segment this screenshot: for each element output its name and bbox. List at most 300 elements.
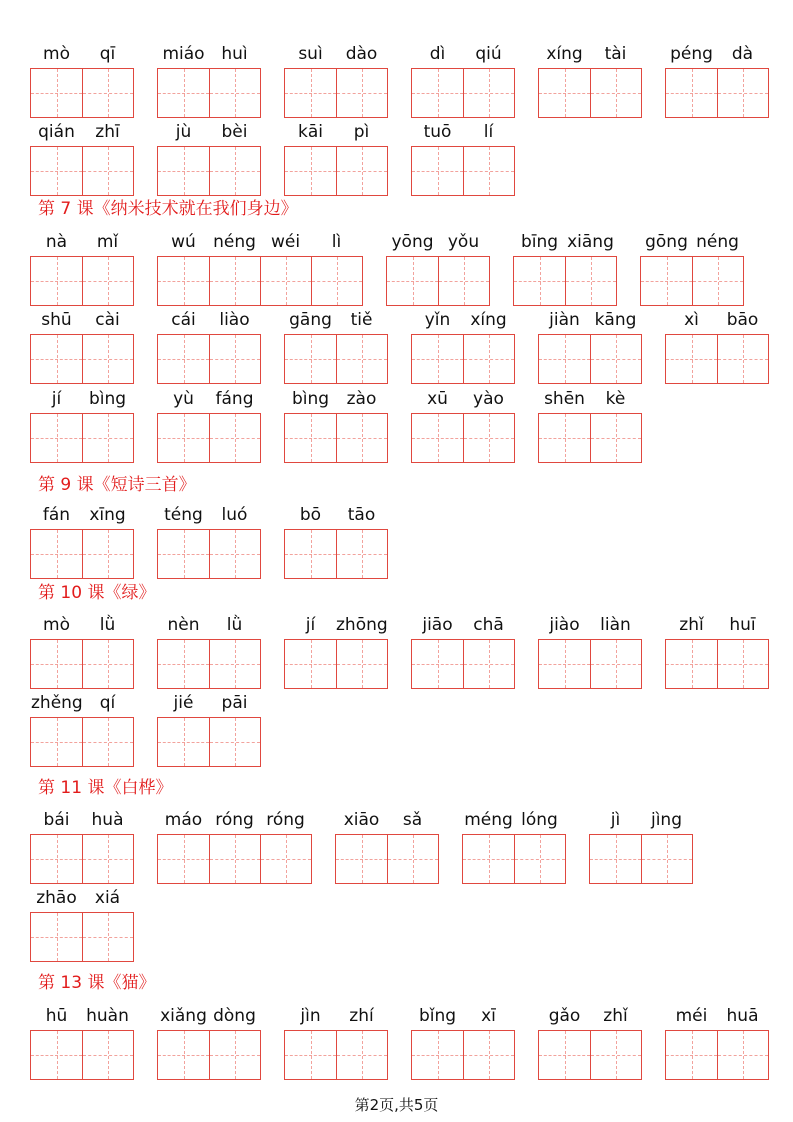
guide-line-vertical <box>108 913 109 961</box>
guide-line-vertical <box>311 1031 312 1079</box>
guide-line-vertical <box>108 414 109 462</box>
tianzige-boxes <box>284 1030 388 1080</box>
writing-cell[interactable] <box>641 257 692 305</box>
writing-cell[interactable] <box>209 1031 260 1079</box>
writing-cell[interactable] <box>158 718 209 766</box>
writing-cell[interactable] <box>209 335 260 383</box>
guide-line-vertical <box>108 718 109 766</box>
writing-cell[interactable] <box>82 414 133 462</box>
pinyin-syllable: jiāo <box>422 615 453 635</box>
pinyin-row <box>30 808 134 832</box>
pinyin-syllable: sǎ <box>402 810 423 830</box>
pinyin-row <box>386 230 490 254</box>
writing-cell[interactable] <box>336 147 387 195</box>
tianzige-boxes <box>30 256 134 306</box>
writing-cell[interactable] <box>82 147 133 195</box>
pinyin-syllable: lí <box>483 122 494 142</box>
writing-cell[interactable] <box>539 1031 590 1079</box>
writing-cell[interactable] <box>31 147 82 195</box>
guide-line-vertical <box>311 530 312 578</box>
pinyin-row <box>538 42 642 66</box>
writing-cell[interactable] <box>31 718 82 766</box>
writing-cell[interactable] <box>539 414 590 462</box>
tianzige-boxes <box>284 146 388 196</box>
pinyin-row <box>284 387 388 411</box>
pinyin-syllable: jiào <box>549 615 580 635</box>
guide-line-vertical <box>235 147 236 195</box>
guide-line-vertical <box>489 414 490 462</box>
pinyin-row <box>462 808 566 832</box>
guide-line-vertical <box>311 414 312 462</box>
writing-cell[interactable] <box>31 335 82 383</box>
writing-cell[interactable] <box>285 335 336 383</box>
guide-line-vertical <box>616 414 617 462</box>
guide-line-vertical <box>286 257 287 305</box>
pinyin-syllable: zhí <box>349 1006 374 1026</box>
writing-cell[interactable] <box>158 69 209 117</box>
word-row <box>0 1004 793 1084</box>
writing-cell[interactable] <box>285 640 336 688</box>
guide-line-vertical <box>108 335 109 383</box>
guide-line-vertical <box>184 147 185 195</box>
writing-cell[interactable] <box>209 69 260 117</box>
guide-line-vertical <box>57 147 58 195</box>
writing-cell[interactable] <box>285 414 336 462</box>
pinyin-row <box>157 42 261 66</box>
tianzige-boxes <box>30 912 134 962</box>
guide-line-vertical <box>108 640 109 688</box>
pinyin-row <box>538 308 642 332</box>
tianzige-boxes <box>157 68 261 118</box>
pinyin-syllable: zhāo <box>36 888 77 908</box>
writing-cell[interactable] <box>666 640 717 688</box>
writing-cell[interactable] <box>285 530 336 578</box>
writing-cell[interactable] <box>209 835 260 883</box>
pinyin-syllable: fán <box>42 505 71 525</box>
writing-cell[interactable] <box>82 835 133 883</box>
pinyin-syllable: zhōng <box>336 615 388 635</box>
writing-cell[interactable] <box>463 640 514 688</box>
pinyin-syllable: máo <box>164 810 203 830</box>
tianzige-boxes <box>640 256 744 306</box>
pinyin-row <box>30 886 134 910</box>
word-row <box>0 230 793 310</box>
writing-cell[interactable] <box>82 718 133 766</box>
pinyin-syllable: tài <box>604 44 627 64</box>
tianzige-boxes <box>513 256 617 306</box>
guide-line-vertical <box>311 640 312 688</box>
guide-line-vertical <box>591 257 592 305</box>
pinyin-syllable: yōng <box>391 232 434 252</box>
pinyin-syllable: xíng <box>546 44 583 64</box>
guide-line-vertical <box>540 257 541 305</box>
writing-cell[interactable] <box>260 257 311 305</box>
tianzige-boxes <box>284 334 388 384</box>
lesson-heading: 第 11 课《白桦》 <box>38 778 173 798</box>
writing-cell[interactable] <box>260 835 311 883</box>
writing-cell[interactable] <box>31 530 82 578</box>
pinyin-row <box>411 1004 515 1028</box>
pinyin-syllable: nà <box>45 232 68 252</box>
guide-line-vertical <box>184 835 185 883</box>
guide-line-vertical <box>438 69 439 117</box>
pinyin-syllable: jí <box>51 389 62 409</box>
writing-cell[interactable] <box>412 147 463 195</box>
guide-line-vertical <box>489 835 490 883</box>
guide-line-vertical <box>235 718 236 766</box>
guide-line-vertical <box>184 718 185 766</box>
writing-cell[interactable] <box>336 69 387 117</box>
writing-cell[interactable] <box>209 414 260 462</box>
writing-cell[interactable] <box>82 913 133 961</box>
guide-line-vertical <box>565 335 566 383</box>
word-row <box>0 808 793 888</box>
pinyin-syllable: róng <box>266 810 305 830</box>
pinyin-syllable: hū <box>45 1006 68 1026</box>
pinyin-row <box>284 613 388 637</box>
tianzige-boxes <box>30 1030 134 1080</box>
writing-cell[interactable] <box>641 835 692 883</box>
writing-cell[interactable] <box>463 414 514 462</box>
writing-cell[interactable] <box>158 530 209 578</box>
writing-cell[interactable] <box>336 835 387 883</box>
guide-line-vertical <box>616 69 617 117</box>
writing-cell[interactable] <box>82 257 133 305</box>
pinyin-syllable: xū <box>427 389 448 409</box>
writing-cell[interactable] <box>463 335 514 383</box>
writing-cell[interactable] <box>590 335 641 383</box>
pinyin-syllable: kè <box>605 389 626 409</box>
writing-cell[interactable] <box>412 335 463 383</box>
writing-cell[interactable] <box>82 1031 133 1079</box>
writing-cell[interactable] <box>590 69 641 117</box>
writing-cell[interactable] <box>158 414 209 462</box>
guide-line-vertical <box>743 335 744 383</box>
tianzige-boxes <box>30 639 134 689</box>
writing-cell[interactable] <box>666 69 717 117</box>
guide-line-vertical <box>565 1031 566 1079</box>
guide-line-vertical <box>362 69 363 117</box>
writing-cell[interactable] <box>463 835 514 883</box>
pinyin-syllable: dào <box>345 44 378 64</box>
guide-line-vertical <box>108 147 109 195</box>
pinyin-row <box>157 613 261 637</box>
word-row <box>0 308 793 388</box>
writing-cell[interactable] <box>387 835 438 883</box>
writing-cell[interactable] <box>158 1031 209 1079</box>
pinyin-syllable: bāo <box>726 310 759 330</box>
writing-cell[interactable] <box>539 69 590 117</box>
pinyin-syllable: jìng <box>650 810 682 830</box>
pinyin-row <box>30 230 134 254</box>
tianzige-boxes <box>538 413 642 463</box>
writing-cell[interactable] <box>82 69 133 117</box>
writing-cell[interactable] <box>158 640 209 688</box>
guide-line-vertical <box>438 335 439 383</box>
tianzige-boxes <box>411 639 515 689</box>
pinyin-syllable: tiě <box>350 310 373 330</box>
tianzige-boxes <box>538 68 642 118</box>
pinyin-row <box>157 308 261 332</box>
tianzige-boxes <box>157 146 261 196</box>
pinyin-syllable: huì <box>221 44 248 64</box>
guide-line-vertical <box>57 335 58 383</box>
writing-cell[interactable] <box>209 257 260 305</box>
guide-line-vertical <box>108 69 109 117</box>
pinyin-syllable: miáo <box>162 44 205 64</box>
writing-cell[interactable] <box>285 1031 336 1079</box>
guide-line-vertical <box>286 835 287 883</box>
writing-cell[interactable] <box>336 530 387 578</box>
pinyin-syllable: lǜ <box>226 615 243 635</box>
writing-cell[interactable] <box>514 835 565 883</box>
pinyin-syllable: bìng <box>88 389 127 409</box>
guide-line-vertical <box>184 1031 185 1079</box>
lesson-heading: 第 9 课《短诗三首》 <box>38 475 196 495</box>
tianzige-boxes <box>462 834 566 884</box>
tianzige-boxes <box>386 256 490 306</box>
writing-cell[interactable] <box>692 257 743 305</box>
writing-cell[interactable] <box>209 718 260 766</box>
pinyin-syllable: bìng <box>291 389 330 409</box>
writing-cell[interactable] <box>285 69 336 117</box>
writing-cell[interactable] <box>158 257 209 305</box>
guide-line-vertical <box>743 1031 744 1079</box>
writing-cell[interactable] <box>717 335 768 383</box>
guide-line-vertical <box>438 147 439 195</box>
pinyin-row <box>30 387 134 411</box>
writing-cell[interactable] <box>31 835 82 883</box>
writing-cell[interactable] <box>463 69 514 117</box>
pinyin-syllable: qián <box>38 122 75 142</box>
writing-cell[interactable] <box>209 530 260 578</box>
writing-cell[interactable] <box>158 147 209 195</box>
tianzige-boxes <box>411 68 515 118</box>
pinyin-syllable: yǐn <box>424 310 451 330</box>
pinyin-syllable: huā <box>726 1006 759 1026</box>
writing-cell[interactable] <box>82 530 133 578</box>
writing-cell[interactable] <box>590 1031 641 1079</box>
guide-line-vertical <box>235 414 236 462</box>
guide-line-vertical <box>311 335 312 383</box>
writing-cell[interactable] <box>590 835 641 883</box>
tianzige-boxes <box>589 834 693 884</box>
pinyin-syllable: lǜ <box>99 615 116 635</box>
writing-cell[interactable] <box>336 640 387 688</box>
writing-cell[interactable] <box>82 335 133 383</box>
pinyin-syllable: bīng <box>520 232 559 252</box>
pinyin-syllable: xī <box>481 1006 496 1026</box>
writing-cell[interactable] <box>336 335 387 383</box>
pinyin-syllable: bèi <box>221 122 248 142</box>
tianzige-boxes <box>157 256 363 306</box>
writing-cell[interactable] <box>209 640 260 688</box>
guide-line-vertical <box>184 257 185 305</box>
pinyin-syllable: huàn <box>86 1006 129 1026</box>
guide-line-vertical <box>235 640 236 688</box>
guide-line-vertical <box>337 257 338 305</box>
pinyin-row <box>30 691 134 715</box>
pinyin-row <box>284 120 388 144</box>
pinyin-syllable: bō <box>299 505 322 525</box>
writing-cell[interactable] <box>412 640 463 688</box>
guide-line-vertical <box>362 147 363 195</box>
tianzige-boxes <box>538 1030 642 1080</box>
writing-cell[interactable] <box>31 257 82 305</box>
guide-line-vertical <box>184 414 185 462</box>
guide-line-vertical <box>311 69 312 117</box>
guide-line-vertical <box>108 835 109 883</box>
pinyin-syllable: dì <box>429 44 446 64</box>
writing-cell[interactable] <box>31 414 82 462</box>
lesson-heading: 第 10 课《绿》 <box>38 583 156 603</box>
guide-line-vertical <box>489 69 490 117</box>
pinyin-syllable: jiàn <box>549 310 580 330</box>
pinyin-syllable: kāi <box>298 122 323 142</box>
writing-cell[interactable] <box>31 913 82 961</box>
guide-line-vertical <box>362 530 363 578</box>
writing-cell[interactable] <box>590 414 641 462</box>
pinyin-row <box>538 387 642 411</box>
writing-cell[interactable] <box>412 1031 463 1079</box>
pinyin-row <box>30 503 134 527</box>
lesson-heading: 第 7 课《纳米技术就在我们身边》 <box>38 199 298 219</box>
pinyin-row <box>538 613 642 637</box>
word-row <box>0 691 793 771</box>
pinyin-syllable: pāi <box>221 693 248 713</box>
tianzige-boxes <box>157 639 261 689</box>
writing-cell[interactable] <box>31 69 82 117</box>
writing-cell[interactable] <box>412 414 463 462</box>
pinyin-syllable: qī <box>99 44 116 64</box>
pinyin-row <box>589 808 693 832</box>
pinyin-syllable: jù <box>175 122 192 142</box>
pinyin-syllable: gǎo <box>548 1006 581 1026</box>
guide-line-vertical <box>692 69 693 117</box>
guide-line-vertical <box>489 640 490 688</box>
pinyin-syllable: chā <box>473 615 504 635</box>
tianzige-boxes <box>335 834 439 884</box>
pinyin-syllable: xiá <box>94 888 121 908</box>
writing-cell[interactable] <box>387 257 438 305</box>
pinyin-row <box>284 42 388 66</box>
writing-cell[interactable] <box>539 335 590 383</box>
writing-cell[interactable] <box>285 147 336 195</box>
writing-cell[interactable] <box>158 835 209 883</box>
pinyin-row <box>335 808 439 832</box>
writing-cell[interactable] <box>717 640 768 688</box>
pinyin-syllable: zào <box>346 389 377 409</box>
guide-line-vertical <box>57 718 58 766</box>
tianzige-boxes <box>157 334 261 384</box>
writing-cell[interactable] <box>717 69 768 117</box>
guide-line-vertical <box>489 335 490 383</box>
tianzige-boxes <box>538 334 642 384</box>
pinyin-syllable: mò <box>43 44 70 64</box>
tianzige-boxes <box>665 334 769 384</box>
writing-cell[interactable] <box>31 640 82 688</box>
writing-cell[interactable] <box>514 257 565 305</box>
writing-cell[interactable] <box>336 1031 387 1079</box>
pinyin-syllable: wéi <box>270 232 301 252</box>
tianzige-boxes <box>157 529 261 579</box>
pinyin-row <box>665 613 769 637</box>
tianzige-boxes <box>411 146 515 196</box>
pinyin-syllable: suì <box>298 44 323 64</box>
pinyin-syllable: zhī <box>95 122 120 142</box>
pinyin-row <box>30 120 134 144</box>
pinyin-syllable: xiǎng <box>160 1006 207 1026</box>
writing-cell[interactable] <box>565 257 616 305</box>
guide-line-vertical <box>235 1031 236 1079</box>
tianzige-boxes <box>157 834 312 884</box>
pinyin-row <box>157 503 261 527</box>
guide-line-vertical <box>489 147 490 195</box>
writing-cell[interactable] <box>539 640 590 688</box>
pinyin-syllable: yào <box>473 389 504 409</box>
writing-cell[interactable] <box>590 640 641 688</box>
guide-line-vertical <box>235 335 236 383</box>
pinyin-syllable: zhǐ <box>603 1006 628 1026</box>
pinyin-syllable: shū <box>41 310 72 330</box>
guide-line-vertical <box>692 335 693 383</box>
pinyin-row <box>513 230 617 254</box>
pinyin-row <box>157 1004 261 1028</box>
guide-line-vertical <box>184 69 185 117</box>
guide-line-vertical <box>616 1031 617 1079</box>
pinyin-syllable: mò <box>43 615 70 635</box>
writing-cell[interactable] <box>438 257 489 305</box>
pinyin-row <box>157 691 261 715</box>
lesson-heading: 第 13 课《猫》 <box>38 973 156 993</box>
writing-cell[interactable] <box>412 69 463 117</box>
writing-cell[interactable] <box>717 1031 768 1079</box>
writing-cell[interactable] <box>209 147 260 195</box>
tianzige-boxes <box>157 413 261 463</box>
pinyin-row <box>665 1004 769 1028</box>
writing-cell[interactable] <box>463 1031 514 1079</box>
writing-cell[interactable] <box>336 414 387 462</box>
guide-line-vertical <box>464 257 465 305</box>
writing-cell[interactable] <box>311 257 362 305</box>
pinyin-syllable: xíng <box>470 310 507 330</box>
writing-cell[interactable] <box>31 1031 82 1079</box>
guide-line-vertical <box>57 257 58 305</box>
guide-line-vertical <box>362 414 363 462</box>
guide-line-vertical <box>108 530 109 578</box>
pinyin-syllable: xiāo <box>343 810 380 830</box>
word-row <box>0 503 793 583</box>
pinyin-syllable: zhǐ <box>679 615 704 635</box>
pinyin-syllable: mǐ <box>96 232 119 252</box>
pinyin-row <box>665 42 769 66</box>
writing-cell[interactable] <box>463 147 514 195</box>
guide-line-vertical <box>565 69 566 117</box>
pinyin-syllable: dà <box>731 44 754 64</box>
guide-line-vertical <box>565 414 566 462</box>
writing-cell[interactable] <box>666 1031 717 1079</box>
writing-cell[interactable] <box>82 640 133 688</box>
guide-line-vertical <box>57 530 58 578</box>
pinyin-row <box>30 613 134 637</box>
guide-line-vertical <box>57 1031 58 1079</box>
guide-line-vertical <box>667 257 668 305</box>
writing-cell[interactable] <box>666 335 717 383</box>
pinyin-syllable: tuō <box>423 122 452 142</box>
writing-cell[interactable] <box>158 335 209 383</box>
guide-line-vertical <box>184 640 185 688</box>
guide-line-vertical <box>362 640 363 688</box>
